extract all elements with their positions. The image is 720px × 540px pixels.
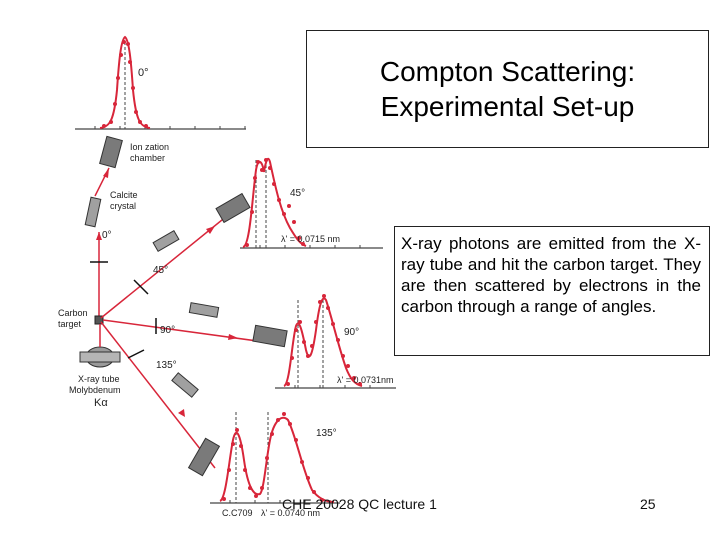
angle-label-0-top: 0°: [138, 67, 149, 79]
panel-90-wavelength: λ' = 0.0731nm: [337, 375, 394, 385]
title-box: [306, 30, 709, 148]
calcite-crystal-label: Calcite crystal: [110, 190, 138, 211]
crystal-45: [153, 231, 179, 252]
crystal-90: [189, 303, 218, 318]
ionization-chamber-label: Ion zation chamber: [130, 142, 170, 163]
detector-135: [189, 438, 220, 475]
slide-title-line-1: Compton Scattering:: [379, 56, 636, 87]
slit-135: [128, 350, 144, 358]
angle-label-0: 0°: [102, 230, 112, 241]
spectrum-panel-90deg: [275, 294, 396, 388]
panel-135-angle: 135°: [316, 428, 337, 439]
ionization-chamber: [100, 136, 123, 167]
page-number: 25: [640, 496, 656, 512]
panel-90-angle: 90°: [344, 327, 360, 338]
calcite-crystal: [85, 197, 101, 226]
panel-45-wavelength: λ' = 0.0715 nm: [281, 234, 341, 244]
footer-text: CHE 20028 QC lecture 1: [282, 496, 437, 512]
slide-title: [380, 54, 635, 124]
angle-label-90: 90°: [160, 325, 176, 336]
detector-90: [253, 325, 287, 346]
carbon-target-label: Carbon target: [58, 308, 88, 329]
angle-label-135: 135°: [156, 360, 177, 371]
description-text: X-ray photons are emitted from the X-ray tube and hit the carbon target. They are then scattered by electrons in the carbon through a range of angles.: [401, 234, 701, 316]
panel-135-left-label: C.C709: [222, 508, 253, 518]
crystal-135: [172, 373, 198, 397]
spectrum-panel-0deg: [75, 37, 246, 129]
angle-label-45: 45°: [153, 265, 169, 276]
detector-45: [216, 194, 250, 223]
slide-title-line-2: Experimental Set-up: [380, 91, 635, 122]
panel-135-wavelength: λ' = 0.0740 nm: [261, 508, 321, 518]
spectrum-panel-45deg: [240, 158, 383, 248]
panel-45-angle: 45°: [290, 188, 306, 199]
xray-tube-label: X-ray tube Molybdenum Kα: [69, 374, 121, 409]
xray-tube: [80, 324, 120, 367]
apparatus: [58, 136, 287, 475]
description-box: [394, 226, 710, 356]
slide-title-line: [380, 56, 635, 122]
